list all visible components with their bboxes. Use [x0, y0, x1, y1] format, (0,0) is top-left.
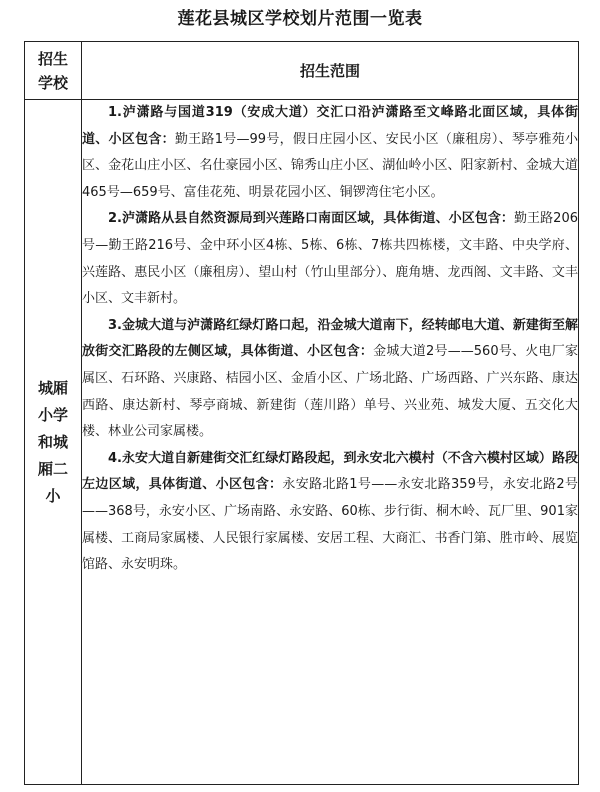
range-lead: 1.泸潇路与国道319（安成大道）交汇口沿泸潇路至文峰路北面区域，具体街道、小区包含：	[82, 105, 578, 147]
range-body: 金城大道2号——560号、火电厂家属区、石环路、兴康路、桔园小区、金盾小区、广场北路、广场西路、广兴东路、康达西路、康达新村、琴亭商城、新建街（莲川路）单号、兴业苑、城发大厦、五交化大楼、林业公司家属楼。	[82, 344, 578, 440]
school-name: 城厢小学和城厢二小	[37, 378, 68, 505]
header-enrollment-school-text: 招生学校	[37, 49, 68, 92]
table-row	[25, 100, 579, 785]
school-name-cell	[25, 100, 82, 785]
range-lead: 3.金城大道与泸潇路红绿灯路口起，沿金城大道南下，经转邮电大道、新建街至解放街交汇路段的左侧区域，具体街道、小区包含：	[82, 317, 578, 360]
range-body: 勤王路1号—99号，假日庄园小区、安民小区（廉租房）、琴亭雅苑小区、金花山庄小区、名仕豪园小区、锦秀山庄小区、湖仙岭小区、阳家新村、金城大道465号—659号、富佳花苑、明景花园小区、铜锣湾住宅小区。	[82, 131, 578, 200]
range-paragraph	[82, 206, 578, 312]
range-paragraph	[82, 446, 578, 579]
range-body: 永安路北路1号——永安北路359号，永安北路2号——368号，永安小区、广场南路、永安路、60栋、步行街、桐木岭、瓦厂里、901家属楼、工商局家属楼、人民银行家属楼、安居工程、大商汇、书香门第、胜市岭、展览馆路、永安明珠。	[82, 477, 578, 573]
table-header-row	[25, 42, 579, 100]
range-paragraph	[82, 100, 578, 206]
range-body: 勤王路206号—勤王路216号、金中环小区4栋、5栋、6栋、7栋共四栋楼，文丰路、中央学府、兴莲路、惠民小区（廉租房）、望山村（竹山里部分）、鹿角塘、龙西阁、文丰路、文丰小区、文丰新村。	[82, 211, 578, 307]
enrollment-scope-table	[24, 41, 579, 785]
header-enrollment-range: 招生范围	[82, 42, 579, 100]
range-paragraph	[82, 313, 578, 446]
document-title: 莲花县城区学校划片范围一览表	[177, 9, 423, 29]
range-lead: 4.永安大道自新建街交汇红绿灯路段起，到永安北六模村（不含六模村区域）路段左边区域，具体街道、小区包含：	[82, 450, 578, 493]
range-cell	[82, 100, 579, 785]
header-enrollment-school	[25, 42, 82, 100]
range-lead: 2.泸潇路从县自然资源局到兴莲路口南面区域，具体街道、小区包含：	[108, 211, 514, 227]
